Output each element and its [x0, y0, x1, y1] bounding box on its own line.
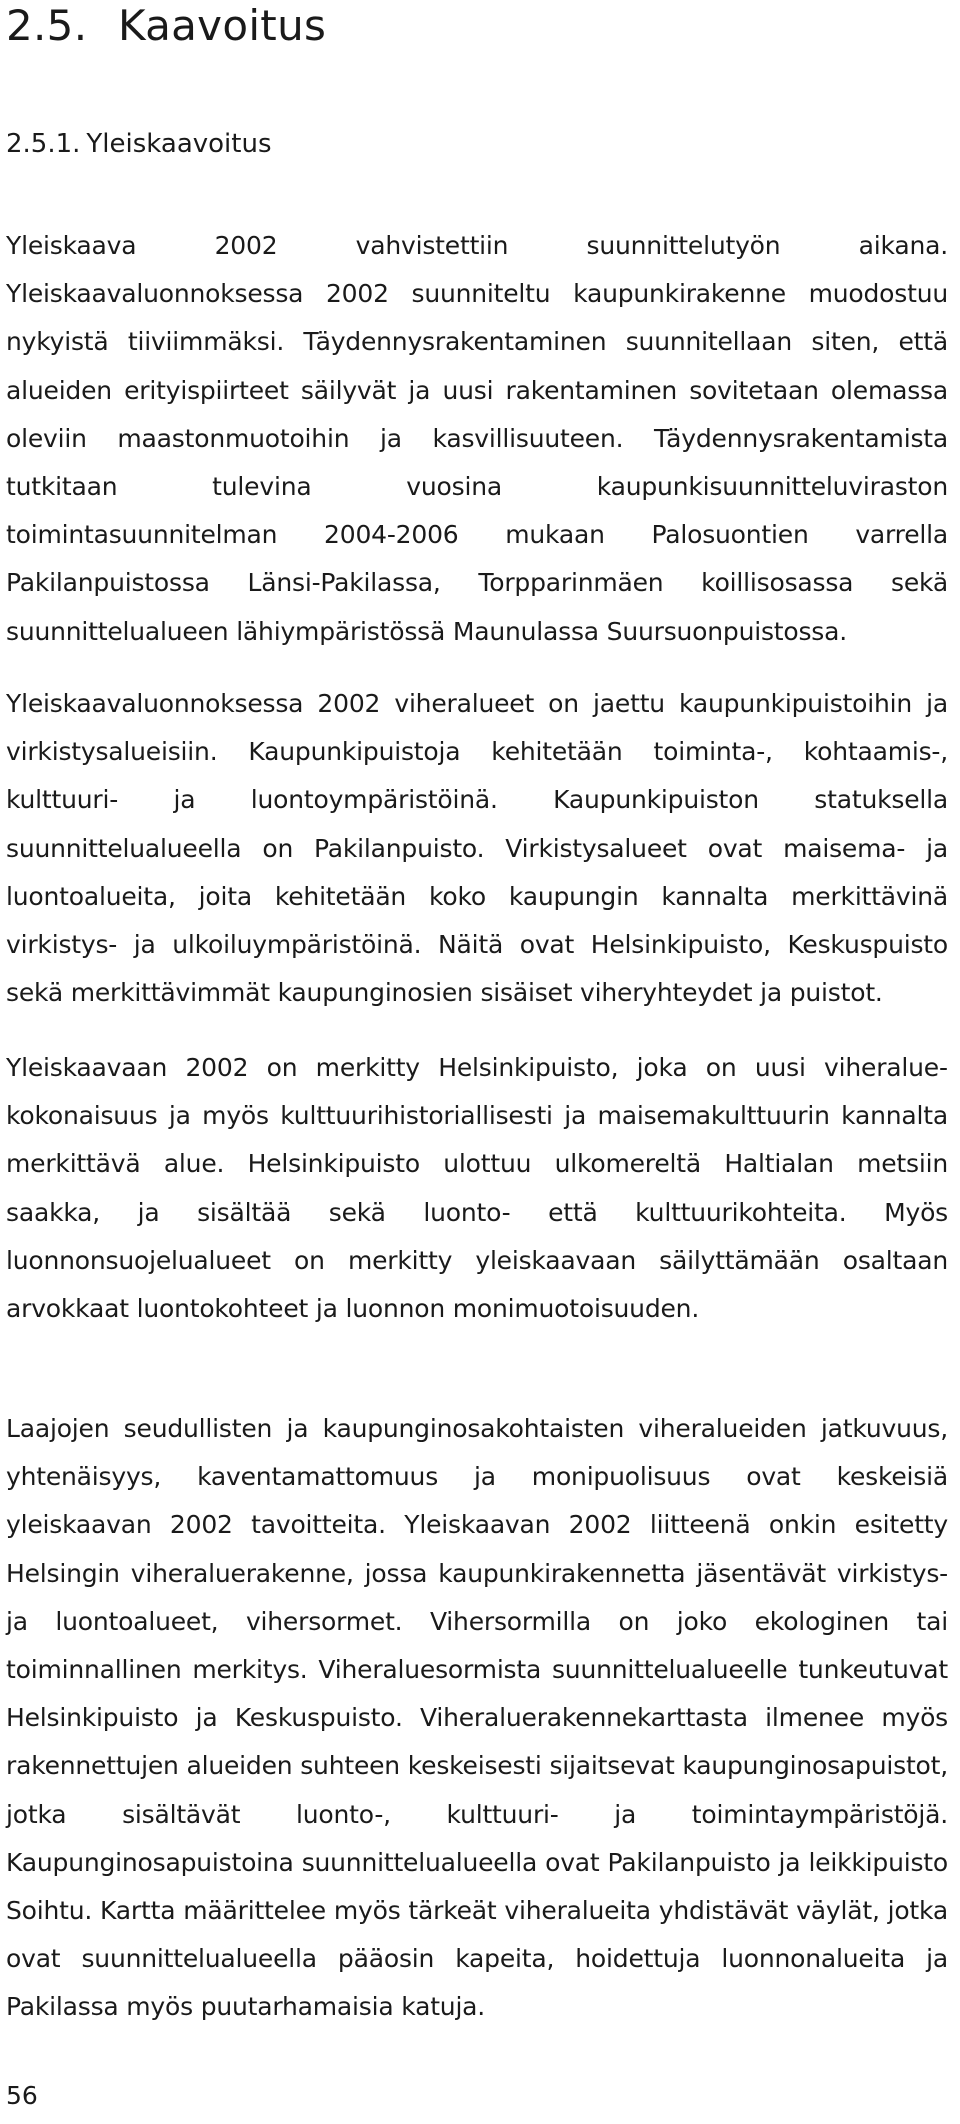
page-number: 56: [6, 2081, 38, 2110]
subsection-title: Yleiskaavoitus: [86, 129, 272, 159]
paragraph-block: [6, 1044, 948, 1333]
subsection-heading: [6, 120, 272, 168]
body-paragraph: Laajojen seudullisten ja kaupunginosakohtaisten viheralueiden jatkuvuus, yhtenäisyys, kaventamattomuus ja monipuolisuus ovat keskeisiä yleiskaavan 2002 tavoitteita. Yleiskaavan 2002 liitteenä onkin esitetty Helsingin viheraluerakenne, jossa kaupunkirakennetta jäsentävät virkistys- ja luontoalueet, vihersormet. Vihersormilla on joko ekologinen tai toiminnallinen merkitys. Viheraluesormista suunnittelualueelle tunkeutuvat Helsinkipuisto ja Keskuspuisto. Viheraluerakennekarttasta ilmenee myös rakennettujen alueiden suhteen keskeisesti sijaitsevat kaupunginosapuistot, jotka sisältävät luonto-, kulttuuri- ja toimintaympäristöjä. Kaupunginosapuistoina suunnittelualueella ovat Pakilanpuisto ja leikkipuisto Soihtu. Kartta määrittelee myös tärkeät viheralueita yhdistävät väylät, jotka ovat suunnittelualueella pääosin kapeita, hoidettuja luonnonalueita ja Pakilassa myös puutarhamaisia katuja.: [6, 1414, 948, 2022]
section-heading: [6, 0, 326, 52]
paragraph-block: [6, 1405, 948, 2032]
section-title: Kaavoitus: [118, 1, 327, 50]
subsection-number: 2.5.1.: [6, 129, 81, 159]
section-number: 2.5.: [6, 1, 88, 50]
body-paragraph: Yleiskaava 2002 vahvistettiin suunnittelutyön aikana. Yleiskaavaluonnoksessa 2002 suunniteltu kaupunkirakenne muodostuu nykyistä tiiviimmäksi. Täydennysrakentaminen suunnitellaan siten, että alueiden erityispiirteet säilyvät ja uusi rakentaminen sovitetaan olemassa oleviin maastonmuotoihin ja kasvillisuuteen. Täydennysrakentamista tutkitaan tulevina vuosina kaupunkisuunnitteluviraston toimintasuunnitelman 2004-2006 mukaan Palosuontien varrella Pakilanpuistossa Länsi-Pakilassa, Torpparinmäen koillisosassa sekä suunnittelualueen lähiympäristössä Maunulassa Suursuonpuistossa.: [6, 231, 948, 646]
body-paragraph: Yleiskaavaluonnoksessa 2002 viheralueet on jaettu kaupunkipuistoihin ja virkistysalueisiin. Kaupunkipuistoja kehitetään toiminta-, kohtaamis-, kulttuuri- ja luontoympäristöinä. Kaupunkipuiston statuksella suunnittelualueella on Pakilanpuisto. Virkistysalueet ovat maisema- ja luontoalueita, joita kehitetään koko kaupungin kannalta merkittävinä virkistys- ja ulkoiluympäristöinä. Näitä ovat Helsinkipuisto, Keskuspuisto sekä merkittävimmät kaupunginosien sisäiset viheryhteydet ja puistot.: [6, 689, 948, 1008]
paragraph-block: [6, 680, 948, 1017]
body-paragraph: Yleiskaavaan 2002 on merkitty Helsinkipuisto, joka on uusi viheraluekokonaisuus ja myös kulttuurihistoriallisesti ja maisemakulttuurin kannalta merkittävä alue. Helsinkipuisto ulottuu ulkomereltä Haltialan metsiin saakka, ja sisältää sekä luonto- että kulttuurikohteita. Myös luonnonsuojelualueet on merkitty yleiskaavaan säilyttämään osaltaan arvokkaat luontokohteet ja luonnon monimuotoisuuden.: [6, 1053, 948, 1324]
paragraph-block: [6, 222, 948, 656]
